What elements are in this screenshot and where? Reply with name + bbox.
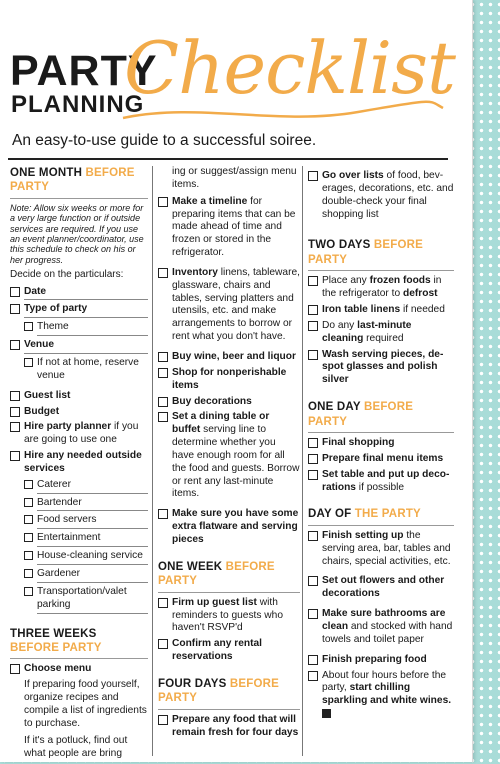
item-label: Guest list — [24, 389, 71, 401]
item-label-bold: last-minute cleaning — [322, 319, 412, 344]
checkbox[interactable] — [24, 515, 33, 524]
item-label: Finish preparing food — [322, 653, 427, 665]
item-label: Date — [24, 286, 148, 301]
item-label: if you are going to use one — [24, 421, 139, 446]
item-label: Type of party — [24, 303, 148, 318]
checkbox[interactable] — [158, 197, 168, 207]
section-heading-one-week — [158, 560, 300, 593]
checklist-item-set-table[interactable] — [308, 469, 454, 495]
checklist-item-caterer[interactable] — [24, 479, 148, 494]
subtitle: An easy-to-use guide to a successful soiree. — [12, 132, 317, 149]
item-label: Place any — [322, 275, 370, 287]
item-label: and stocked with hand towels and toilet paper — [322, 620, 453, 645]
checkbox[interactable] — [308, 609, 318, 619]
item-label: Wash serving pieces, de-spot glasses and polish silver — [322, 348, 444, 386]
section-heading-three-weeks — [10, 627, 148, 660]
checkbox[interactable] — [10, 340, 20, 350]
checklist-item-finish-setup[interactable] — [308, 530, 454, 569]
heading-text: DAY OF — [308, 508, 352, 521]
checklist-item-bathrooms[interactable] — [308, 608, 454, 647]
item-label: if needed — [400, 304, 445, 316]
heading-text: FOUR DAYS — [158, 677, 227, 690]
item-label-bold: Make a timeline — [172, 195, 248, 207]
item-label: Transportation/valet parking — [37, 586, 148, 614]
checklist-item-type[interactable] — [10, 303, 148, 318]
item-label: Food servers — [37, 514, 148, 529]
checkbox[interactable] — [308, 454, 318, 464]
checkbox[interactable] — [10, 391, 20, 401]
checkbox[interactable] — [158, 268, 168, 278]
checklist-item-wash-serving[interactable] — [308, 349, 454, 388]
title-swash-icon — [118, 96, 448, 126]
checklist-item-rentals[interactable] — [158, 638, 300, 664]
section-heading-one-day — [308, 400, 454, 433]
checklist-item-cleaning[interactable] — [308, 320, 454, 346]
item-label-bold: defrost — [402, 288, 438, 300]
checkbox[interactable] — [158, 352, 168, 362]
checkbox[interactable] — [10, 407, 20, 417]
heading-text: ONE MONTH — [10, 167, 83, 179]
item-label: Confirm any rental reservations — [172, 638, 263, 663]
choose-menu-detail-1: If preparing food yourself, organize recipes and compile a list of ingredients to purchase. — [24, 679, 147, 729]
item-label: Theme — [37, 321, 148, 336]
checkbox[interactable] — [158, 715, 168, 725]
item-label: Venue — [24, 339, 148, 354]
item-label-bold: Iron table linens — [322, 304, 401, 316]
section-heading-four-days — [158, 677, 300, 710]
planner-note: Note: Allow six weeks or more for a very large function or if outside services are required. If you use an event planner/coordinator, use this schedule to check on his or her progress. — [10, 202, 144, 265]
checkbox[interactable] — [24, 587, 33, 596]
decide-lead: Decide on the particulars: — [10, 269, 124, 281]
item-label-bold: Firm up guest list — [172, 596, 257, 608]
checkbox[interactable] — [10, 287, 20, 297]
checklist-item-flatware[interactable] — [158, 508, 300, 547]
checklist-item-defrost[interactable] — [308, 275, 454, 301]
checkbox[interactable] — [308, 305, 318, 315]
checkbox[interactable] — [24, 551, 33, 560]
checklist-item-budget[interactable] — [10, 406, 148, 419]
checklist-item-prepare-menu[interactable] — [308, 453, 454, 466]
checklist-item-inventory[interactable] — [158, 267, 300, 344]
item-label: Budget — [24, 405, 60, 417]
title-party: PARTY — [10, 47, 158, 95]
item-label: linens, tableware, glassware, chairs and tables, serving platters and utensils, etc. and make arrangements to borrow or rent what you don't have. — [172, 266, 300, 343]
choose-menu-detail-2: If it's a potluck, find out what people are bring — [24, 734, 128, 759]
item-label: in the refrigerator to — [322, 275, 442, 300]
item-label: Hire any needed outside services — [24, 450, 142, 474]
item-label: required — [363, 332, 404, 344]
checklist-item-iron-linens[interactable] — [308, 304, 454, 317]
item-label: If not at home, reserve venue — [37, 357, 139, 381]
item-label: if possible — [355, 481, 405, 493]
end-mark-icon — [322, 709, 331, 718]
checklist-item-guest-list[interactable] — [10, 390, 148, 403]
checklist-item-buy-wine[interactable] — [158, 351, 300, 364]
checklist-item-transportation[interactable] — [24, 586, 148, 614]
heading-highlight: THE PARTY — [354, 508, 421, 521]
item-label-bold: Set a dining table or buffet — [172, 411, 270, 436]
heading-highlight: BEFORE PARTY — [308, 239, 424, 266]
heading-highlight: BEFORE PARTY — [158, 677, 280, 705]
item-label-bold: Inventory — [172, 266, 218, 278]
checkbox[interactable] — [308, 470, 318, 480]
checklist-item-choose-menu[interactable] — [10, 663, 148, 676]
checkbox[interactable] — [24, 498, 33, 507]
item-label: for preparing items that can be made ahead of time and frozen or stored in the refrigerator. — [172, 195, 296, 259]
checkbox[interactable] — [158, 412, 168, 422]
checklist-item-prepare-food[interactable] — [158, 714, 300, 740]
checkbox[interactable] — [158, 598, 168, 608]
item-label: Caterer — [37, 479, 148, 494]
checkbox[interactable] — [308, 438, 318, 448]
item-label: serving line to determine whether you have enough room for all the food and guests. Borrow or rent any last-minute items. — [172, 424, 300, 500]
item-label-bold: frozen foods — [369, 275, 431, 287]
column-divider-2 — [302, 166, 303, 756]
checkbox[interactable] — [308, 276, 318, 286]
checklist-item-chill-wine[interactable] — [308, 670, 454, 721]
item-label: Do any — [322, 319, 358, 331]
checklist-item-shop-nonperishable[interactable] — [158, 367, 300, 393]
divider-top — [8, 158, 448, 160]
checkbox[interactable] — [308, 531, 318, 541]
heading-highlight: BEFORE PARTY — [10, 641, 102, 654]
heading-text: THREE WEEKS — [10, 627, 97, 640]
checklist-item-buy-decorations[interactable] — [158, 396, 300, 409]
item-label-bold: Make sure bathrooms are clean — [322, 608, 446, 632]
checklist-item-go-over-lists[interactable] — [308, 170, 454, 221]
checkbox[interactable] — [308, 321, 318, 331]
checklist-item-finish-food[interactable] — [308, 654, 454, 667]
checklist-item-theme[interactable] — [24, 321, 148, 336]
checkbox[interactable] — [308, 671, 318, 681]
checklist-item-bartender[interactable] — [24, 497, 148, 512]
item-label: Gardener — [37, 568, 148, 583]
title-checklist: Checklist — [124, 26, 455, 110]
checkbox[interactable] — [24, 533, 33, 542]
checkbox[interactable] — [24, 322, 33, 331]
checklist-item-firm-guest-list[interactable] — [158, 597, 300, 636]
checkbox[interactable] — [308, 576, 318, 586]
item-label: with reminders to guests who haven't RSVP'd — [172, 596, 283, 634]
checkbox[interactable] — [24, 480, 33, 489]
checkbox[interactable] — [308, 350, 318, 360]
checklist-item-reserve-venue[interactable] — [24, 357, 148, 383]
item-label: House-cleaning service — [37, 550, 148, 565]
heading-text: ONE DAY — [308, 401, 361, 414]
checklist-item-venue[interactable] — [10, 339, 148, 354]
checkbox[interactable] — [10, 422, 20, 432]
item-label: Prepare any food that will remain fresh for four days — [172, 713, 299, 738]
checkbox[interactable] — [308, 171, 318, 181]
item-label: Prepare final menu items — [322, 452, 444, 464]
checkbox[interactable] — [308, 655, 318, 665]
heading-highlight: BEFORE PARTY — [308, 401, 414, 428]
item-label: About four hours before the party, — [322, 669, 447, 694]
checkbox[interactable] — [24, 569, 33, 578]
item-label: Make sure you have some extra flatware and serving pieces — [172, 508, 299, 545]
heading-highlight: BEFORE PARTY — [158, 560, 275, 588]
checkbox[interactable] — [158, 368, 168, 378]
item-label: of food, beverages, decorations, etc. and double-check your final shopping list — [322, 170, 454, 220]
checklist-item-flowers[interactable] — [308, 575, 454, 601]
column-2 — [158, 166, 300, 743]
section-heading-one-month — [10, 166, 148, 199]
checkbox[interactable] — [10, 451, 20, 461]
checkbox[interactable] — [158, 639, 168, 649]
item-label: Entertainment — [37, 532, 148, 547]
item-label: Set out flowers and other decorations — [322, 575, 445, 600]
item-label-bold: Go over lists — [322, 170, 384, 181]
checkbox[interactable] — [24, 358, 33, 367]
checklist-item-date[interactable] — [10, 286, 148, 301]
checklist-item-timeline[interactable] — [158, 196, 300, 260]
checklist-item-gardener[interactable] — [24, 568, 148, 583]
checklist-item-food-servers[interactable] — [24, 514, 148, 529]
item-label-bold: Set table and put up decorations — [322, 468, 450, 493]
item-label-bold: start chilling sparkling and white wines. — [322, 682, 452, 707]
section-heading-day-of — [308, 507, 454, 525]
checklist-item-house-cleaning[interactable] — [24, 550, 148, 565]
column-1 — [10, 166, 148, 764]
heading-text: ONE WEEK — [158, 560, 223, 573]
heading-highlight: BEFORE PARTY — [10, 167, 135, 194]
item-label: Choose menu — [24, 663, 92, 675]
checklist-item-entertainment[interactable] — [24, 532, 148, 547]
heading-text: TWO DAYS — [308, 239, 371, 252]
title-planning: PLANNING — [11, 91, 145, 118]
item-label: Bartender — [37, 497, 148, 512]
item-label: Shop for nonperishable items — [172, 366, 287, 391]
checklist-item-set-dining[interactable] — [158, 411, 300, 501]
item-label: Buy wine, beer and liquor — [172, 350, 296, 362]
checklist-item-hire-services[interactable] — [10, 450, 148, 476]
column-divider-1 — [152, 166, 153, 756]
item-label: Buy decorations — [172, 395, 252, 407]
checkbox[interactable] — [10, 664, 20, 674]
item-label-bold: Hire party planner — [24, 421, 112, 433]
choose-menu-continued: ing or suggest/assign menu items. — [172, 166, 297, 190]
checkbox[interactable] — [10, 304, 20, 314]
item-label: the serving area, bar, tables and chairs, special activities, etc. — [322, 529, 451, 567]
checkbox[interactable] — [158, 509, 168, 519]
item-label-bold: Finish setting up — [322, 529, 404, 541]
checklist-item-final-shopping[interactable] — [308, 437, 454, 450]
item-label: Final shopping — [322, 437, 395, 449]
checkbox[interactable] — [158, 397, 168, 407]
column-3 — [308, 166, 454, 724]
checklist-item-hire-planner[interactable] — [10, 421, 148, 447]
section-heading-two-days — [308, 238, 454, 271]
